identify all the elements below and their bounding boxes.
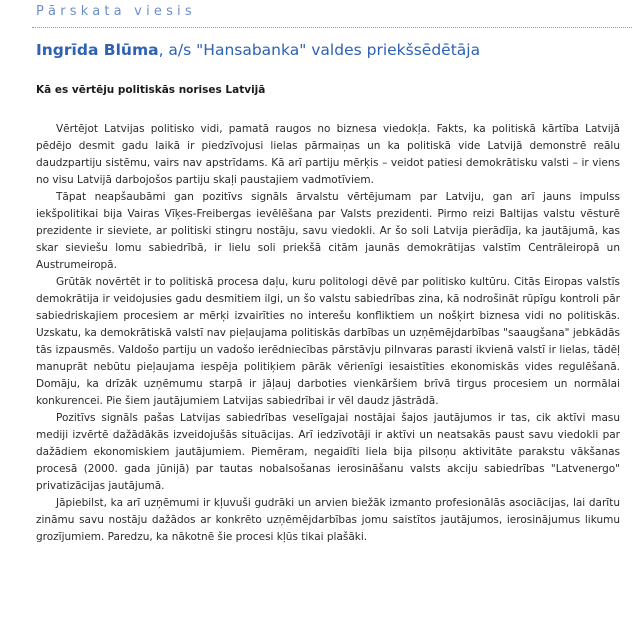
author-name: Ingrīda Blūma: [36, 41, 159, 59]
section-header: [32, 0, 632, 30]
article-heading: Kā es vērtēju politiskās norises Latvijā: [36, 84, 266, 96]
author-role: , a/s "Hansabanka" valdes priekšsēdētāja: [158, 41, 481, 59]
article-body: [36, 121, 620, 546]
section-title: Pārskata viesis: [36, 4, 196, 19]
author-line: [36, 41, 480, 59]
article-paragraph: Pozitīvs signāls pašas Latvijas sabiedrības veselīgajai nostājai šajos jautājumos ir tas, cik aktīvi masu mediji izvērtē dažādākās izveidojušās situācijas. Arī iedzīvotāji ir aktīvi un neatsakās paust savu viedokli par dažādiem ekonomiskiem jautājumiem. Piemēram, negaidīti liela bija pilsoņu aktivitāte parakstu vākšanas procesā (2000. gada jūnijā) par tautas nobalsošanas ierosināšanu valsts akciju sabiedrības "Latvenergo" privatizācijas jautājumā.: [36, 412, 620, 492]
article-paragraph: Vērtējot Latvijas politisko vidi, pamatā raugos no biznesa viedokļa. Fakts, ka politiskā kārtība Latvijā pēdējo desmit gadu laikā ir piedzīvojusi lielas pārmaiņas un ka politiskā vide Latvijā demonstrē reālu daudzpartiju sistēmu, vairs nav apstrīdams. Kā arī partiju mērķis – veidot patiesi demokrātisku valsti – ir viens no visu Latvijā darbojošos partiju skaļi paustajiem vadmotīviem.: [36, 123, 620, 186]
article-paragraph: Grūtāk novērtēt ir to politiskā procesa daļu, kuru politologi dēvē par politisko kultūru. Citās Eiropas valstīs demokrātija ir veidojusies gadu desmitiem ilgi, un šo valstu sabiedrības zina, kā nodrošināt rūpīgu kontroli pār sabiedriskajiem procesiem ar mērķi izvairīties no interešu konfliktiem un nošķirt biznesa vidi no politiskās. Uzskatu, ka demokrātiskā valstī nav pieļaujama politiskās darbības un uzņēmējdarbības "saaugšana" jebkādās tās izpausmēs. Valdošo partiju un vadošo ierēdniecības pārstāvju pilnvaras parasti ikvienā valstī ir lielas, tādēļ manuprāt nebūtu pieļaujama iespēja politiķiem pārāk vērienīgi iesaistīties ekonomiskās vides regulēšanā. Domāju, ka drīzāk uzņēmumu starpā ir jāļauj darboties vienkāršiem brīvā tirgus procesiem un normālai konkurencei. Pie šiem jautājumiem Latvijas sabiedrībai ir vēl daudz jāstrādā.: [36, 276, 620, 407]
section-divider: [32, 27, 632, 28]
article-paragraph: Jāpiebilst, ka arī uzņēmumi ir kļuvuši gudrāki un arvien biežāk izmanto profesionālās asociācijas, lai darītu zināmu savu nostāju dažādos ar konkrēto uzņēmējdarbības jomu saistītos jautājumos, ierosinājumus likumu grozījumiem. Paredzu, ka nākotnē šie procesi kļūs tikai plašāki.: [36, 497, 620, 543]
article-paragraph: Tāpat neapšaubāmi gan pozitīvs signāls ārvalstu vērtējumam par Latviju, gan arī jauns impulss iekšpolitikai bija Vairas Vīķes-Freibergas ievēlēšana par Valsts prezidenti. Pirmo reizi Baltijas valstu vēsturē prezidente ir sieviete, ar politiski stingru nostāju, savu viedokli. Ar šo soli Latvija pierādīja, ka jautājumā, kas skar sieviešu lomu sabiedrībā, ir lielu soli priekšā citām jaunās demokrātijas valstīm Centrāleiropā un Austrumeiropā.: [36, 191, 620, 271]
